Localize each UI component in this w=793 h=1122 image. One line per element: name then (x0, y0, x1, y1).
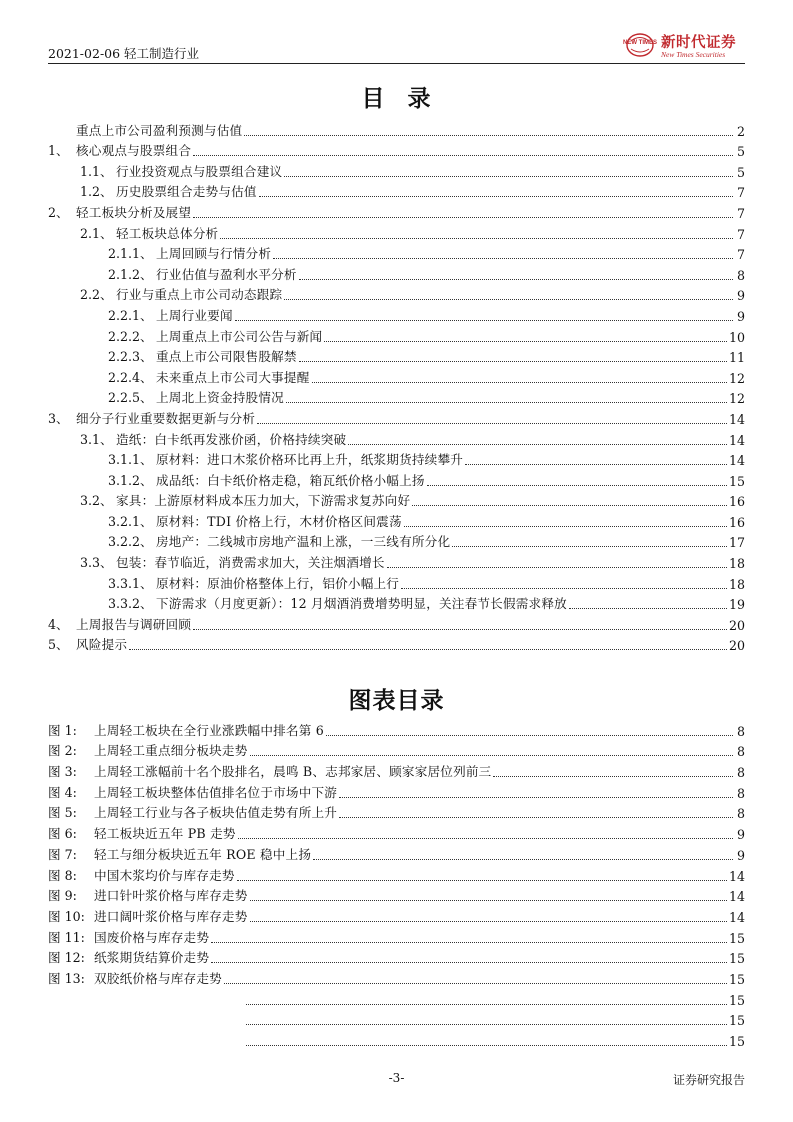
toc-dot-leader (257, 423, 727, 424)
toc-entry-number: 2.1、 (80, 225, 113, 241)
toc-entry[interactable] (48, 571, 745, 592)
toc-entry-number: 2.2.5、 (108, 390, 153, 406)
toc-entry-number: 3.1.1、 (108, 452, 153, 468)
toc-entry[interactable] (48, 592, 745, 613)
toc-entry-page: 20 (728, 617, 745, 633)
toc-entry-page: 14 (728, 411, 745, 427)
figure-dot-leader (224, 983, 727, 984)
toc-dot-leader (299, 361, 727, 362)
figure-dot-leader (326, 735, 733, 736)
toc-entry[interactable] (48, 612, 745, 633)
toc-entry-number: 2.2.1、 (108, 307, 153, 323)
figure-entry-title: 双胶纸价格与库存走势 (94, 970, 222, 986)
toc-entry-title: 原材料：原油价格整体上行，铝价小幅上行 (156, 575, 400, 591)
toc-entry-title: 房地产：二线城市房地产温和上涨，一三线有所分化 (156, 534, 451, 550)
figure-entry[interactable] (48, 1008, 745, 1029)
page-header (48, 30, 745, 64)
toc-entry[interactable] (48, 489, 745, 510)
figure-entry[interactable] (48, 987, 745, 1008)
toc-entry-title: 家具：上游原材料成本压力加大，下游需求复苏向好 (116, 493, 411, 509)
figure-entry[interactable] (48, 904, 745, 925)
figure-entry-page: 14 (728, 868, 745, 884)
toc-dot-leader (387, 567, 727, 568)
toc-entry[interactable] (48, 139, 745, 160)
figure-dot-leader (211, 942, 727, 943)
toc-entry-page: 12 (728, 370, 745, 386)
figure-entry-page: 9 (736, 827, 745, 843)
figure-dot-leader (250, 900, 727, 901)
figure-dot-leader (211, 962, 727, 963)
figure-dot-leader (246, 1045, 727, 1046)
toc-entry[interactable] (48, 200, 745, 221)
toc-entry-number: 1、 (48, 143, 69, 159)
figure-dot-leader (246, 1024, 727, 1025)
toc-entry-number: 3、 (48, 410, 69, 426)
figure-entry[interactable] (48, 946, 745, 967)
toc-dot-leader (286, 402, 727, 403)
toc-entry-number: 3.3、 (80, 555, 113, 571)
toc-entry-page: 20 (728, 638, 745, 654)
figure-entry-title: 上周轻工重点细分板块走势 (94, 743, 248, 759)
toc-entry[interactable] (48, 324, 745, 345)
toc-entry-number: 2.1.2、 (108, 266, 153, 282)
toc-entry-title: 上周重点上市公司公告与新闻 (156, 328, 323, 344)
toc-entry-page: 10 (728, 329, 745, 345)
toc-dot-leader (348, 444, 727, 445)
toc-entry-title: 行业投资观点与股票组合建议 (116, 163, 283, 179)
toc-dot-leader (193, 155, 733, 156)
toc-entry-number: 5、 (48, 637, 69, 653)
figure-dot-leader (238, 838, 733, 839)
figure-entry-number: 图 2: (48, 743, 77, 759)
toc-entry-page: 17 (728, 535, 745, 551)
new-times-badge-icon (625, 32, 655, 58)
toc-entry-page: 7 (736, 205, 745, 221)
toc-dot-leader (244, 135, 733, 136)
toc-dot-leader (404, 526, 727, 527)
toc-entry-number: 4、 (48, 616, 69, 632)
toc-entry[interactable] (48, 345, 745, 366)
figure-entry-number: 图 11: (48, 929, 85, 945)
toc-dot-leader (220, 238, 733, 239)
figure-entry-title: 纸浆期货结算价走势 (94, 950, 210, 966)
toc-entry-page: 7 (736, 247, 745, 263)
toc-entry-page: 18 (728, 556, 745, 572)
toc-dot-leader (452, 546, 727, 547)
toc-entry-title: 包装：春节临近，消费需求加大，关注烟酒增长 (116, 555, 385, 571)
figure-entry-number: 图 12: (48, 950, 85, 966)
toc-title-char: 录 (407, 86, 432, 112)
figure-dot-leader (339, 797, 733, 798)
toc-dot-leader (324, 341, 727, 342)
figure-entry-title: 进口针叶浆价格与库存走势 (94, 888, 248, 904)
toc-entry[interactable] (48, 221, 745, 242)
toc-entry-title: 重点上市公司限售股解禁 (156, 349, 297, 365)
toc-entry-page: 7 (736, 185, 745, 201)
toc-entry-title: 造纸：白卡纸再发涨价函，价格持续突破 (116, 431, 347, 447)
toc-entry[interactable] (48, 262, 745, 283)
figure-dot-leader (313, 859, 733, 860)
figure-entry-number: 图 5: (48, 805, 77, 821)
figure-entry-page: 14 (728, 889, 745, 905)
toc-entry[interactable] (48, 530, 745, 551)
toc-entry-page: 16 (728, 514, 745, 530)
figure-entry[interactable] (48, 801, 745, 822)
toc-entry-number: 2.1.1、 (108, 246, 153, 262)
figure-dot-leader (237, 880, 727, 881)
figure-dot-leader (246, 1004, 727, 1005)
toc-entry-title: 上周回顾与行情分析 (156, 246, 272, 262)
figure-entry-page: 8 (736, 744, 745, 760)
figures-title: 图表目录 (348, 688, 445, 714)
figure-entry-page: 15 (728, 1013, 745, 1029)
toc-entry-title: 上周报告与调研回顾 (76, 616, 192, 632)
toc-entry-number: 3.3.2、 (108, 596, 153, 612)
toc-entry[interactable] (48, 509, 745, 530)
figure-entry-number: 图 3: (48, 764, 77, 780)
figure-entry-title: 进口阔叶浆价格与库存走势 (94, 908, 248, 924)
figure-entry[interactable] (48, 718, 745, 739)
toc-entry[interactable] (48, 303, 745, 324)
figure-entry-page: 15 (728, 992, 745, 1008)
figure-dot-leader (493, 776, 733, 777)
toc-dot-leader (193, 217, 733, 218)
toc-entry-number: 3.1.2、 (108, 472, 153, 488)
toc-entry-title: 轻工板块总体分析 (116, 225, 219, 241)
figure-entry-page: 15 (728, 971, 745, 987)
toc-entry-title: 风险提示 (76, 637, 128, 653)
toc-entry[interactable] (48, 283, 745, 304)
toc-dot-leader (259, 196, 733, 197)
figure-entry-number: 图 10: (48, 908, 85, 924)
figure-entry-page: 15 (728, 930, 745, 946)
toc-dot-leader (465, 464, 727, 465)
toc-entry-title: 重点上市公司盈利预测与估值 (76, 122, 243, 138)
figure-entry-title: 上周轻工涨幅前十名个股排名，晨鸣 B、志邦家居、顾家家居位列前三 (94, 764, 492, 780)
toc-dot-leader (273, 258, 733, 259)
toc-entry-number: 3.1、 (80, 431, 113, 447)
toc-entry-page: 2 (736, 123, 745, 139)
figure-entry-page: 14 (728, 909, 745, 925)
toc-entry-page: 8 (736, 267, 745, 283)
toc-entry-page: 18 (728, 576, 745, 592)
figure-entry-page: 8 (736, 785, 745, 801)
figure-entry-title: 中国木浆均价与库存走势 (94, 867, 235, 883)
toc-entry-title: 行业与重点上市公司动态跟踪 (116, 287, 283, 303)
toc-dot-leader (284, 299, 733, 300)
figure-entry-number: 图 8: (48, 867, 77, 883)
toc-dot-leader (401, 588, 727, 589)
toc-entry[interactable] (48, 550, 745, 571)
toc-entry[interactable] (48, 180, 745, 201)
logo-english-name: New Times Securities (661, 50, 726, 59)
toc-entry-title: 核心观点与股票组合 (76, 143, 192, 159)
toc-dot-leader (412, 505, 727, 506)
toc-entry[interactable] (48, 118, 745, 139)
toc-entry-title: 轻工板块分析及展望 (76, 204, 192, 220)
toc-entry-number: 2.2.3、 (108, 349, 153, 365)
figure-entry-number: 图 9: (48, 888, 77, 904)
table-of-contents (48, 118, 745, 653)
figure-entry-number: 图 13: (48, 970, 85, 986)
header-divider (48, 63, 745, 64)
toc-entry-page: 14 (728, 432, 745, 448)
figure-entry-number: 图 6: (48, 826, 77, 842)
toc-dot-leader (299, 279, 733, 280)
toc-entry-number: 1.1、 (80, 163, 113, 179)
figure-entry-title: 上周轻工板块在全行业涨跌幅中排名第 6 (94, 722, 324, 738)
toc-entry-number: 2.2、 (80, 287, 113, 303)
figure-entry-title: 轻工板块近五年 PB 走势 (94, 826, 236, 842)
figure-entry[interactable] (48, 925, 745, 946)
toc-dot-leader (427, 485, 727, 486)
toc-entry-page: 14 (728, 453, 745, 469)
toc-entry-title: 成品纸：白卡纸价格走稳，箱瓦纸价格小幅上扬 (156, 472, 425, 488)
figure-entry[interactable] (48, 863, 745, 884)
toc-entry-title: 原材料：TDI 价格上行，木材价格区间震荡 (156, 513, 402, 529)
figure-entry-page: 8 (736, 806, 745, 822)
toc-entry-number: 3.2.1、 (108, 513, 153, 529)
toc-entry[interactable] (48, 242, 745, 263)
toc-entry-number: 2.2.4、 (108, 369, 153, 385)
toc-entry[interactable] (48, 159, 745, 180)
toc-entry-number: 3.2.2、 (108, 534, 153, 550)
toc-entry-page: 16 (728, 494, 745, 510)
figure-entry-number: 图 1: (48, 722, 77, 738)
figure-entry[interactable] (48, 821, 745, 842)
figure-entry-page: 9 (736, 847, 745, 863)
toc-title (0, 80, 793, 113)
figures-list (48, 718, 745, 1049)
figure-entry-number: 图 7: (48, 846, 77, 862)
toc-entry-page: 9 (736, 308, 745, 324)
company-logo (625, 30, 745, 60)
toc-entry[interactable] (48, 468, 745, 489)
figure-dot-leader (250, 921, 727, 922)
toc-entry[interactable] (48, 448, 745, 469)
toc-entry[interactable] (48, 386, 745, 407)
figure-entry-number: 图 4: (48, 784, 77, 800)
toc-title-char: 目 (361, 86, 386, 112)
toc-entry-number: 2、 (48, 204, 69, 220)
figure-entry-page: 15 (728, 951, 745, 967)
toc-entry-title: 细分子行业重要数据更新与分析 (76, 410, 256, 426)
page-number: -3- (388, 1071, 405, 1085)
toc-entry-title: 原材料：进口木浆价格环比再上升，纸浆期货持续攀升 (156, 452, 464, 468)
toc-dot-leader (193, 629, 727, 630)
figure-entry-title: 上周轻工板块整体估值排名位于市场中下游 (94, 784, 338, 800)
toc-entry-page: 15 (728, 473, 745, 489)
toc-entry[interactable] (48, 365, 745, 386)
toc-entry-title: 上周北上资金持股情况 (156, 390, 284, 406)
toc-dot-leader (284, 176, 733, 177)
figure-entry-page: 8 (736, 723, 745, 739)
figure-entry-title: 上周轻工行业与各子板块估值走势有所上升 (94, 805, 338, 821)
figure-entry[interactable] (48, 780, 745, 801)
toc-dot-leader (569, 608, 727, 609)
toc-entry-number: 2.2.2、 (108, 328, 153, 344)
toc-entry-page: 11 (728, 350, 745, 366)
figure-entry-title: 国废价格与库存走势 (94, 929, 210, 945)
header-date-industry: 2021-02-06 轻工制造行业 (48, 46, 200, 61)
figure-dot-leader (339, 817, 733, 818)
toc-entry[interactable] (48, 633, 745, 654)
toc-entry-page: 9 (736, 288, 745, 304)
toc-dot-leader (312, 382, 727, 383)
toc-entry-title: 历史股票组合走势与估值 (116, 184, 257, 200)
figure-entry-page: 8 (736, 765, 745, 781)
toc-entry-number: 1.2、 (80, 184, 113, 200)
figure-entry-title: 轻工与细分板块近五年 ROE 稳中上扬 (94, 846, 312, 862)
figure-entry[interactable] (48, 842, 745, 863)
toc-entry-page: 5 (736, 144, 745, 160)
figure-dot-leader (250, 755, 733, 756)
toc-entry-title: 下游需求（月度更新）：12 月烟酒消费增势明显，关注春节长假需求释放 (156, 596, 567, 612)
report-type: 证券研究报告 (672, 1073, 745, 1087)
toc-entry-page: 7 (736, 226, 745, 242)
figure-entry[interactable] (48, 884, 745, 905)
toc-entry-title: 上周行业要闻 (156, 307, 233, 323)
logo-chinese-name: 新时代证券 (661, 35, 736, 51)
toc-entry-page: 5 (736, 164, 745, 180)
toc-entry-page: 19 (728, 597, 745, 613)
toc-entry[interactable] (48, 406, 745, 427)
figure-entry[interactable] (48, 759, 745, 780)
toc-dot-leader (129, 649, 727, 650)
toc-entry-number: 3.2、 (80, 493, 113, 509)
toc-entry-number: 3.3.1、 (108, 575, 153, 591)
toc-entry-page: 12 (728, 391, 745, 407)
figure-entry[interactable] (48, 739, 745, 760)
toc-dot-leader (235, 320, 733, 321)
logo-badge-text: NEW TIMES (623, 40, 657, 46)
toc-entry-title: 行业估值与盈利水平分析 (156, 266, 297, 282)
figure-entry-page: 15 (728, 1034, 745, 1049)
toc-entry[interactable] (48, 427, 745, 448)
figure-entry[interactable] (48, 966, 745, 987)
figure-entry[interactable] (48, 1028, 745, 1049)
toc-entry-title: 未来重点上市公司大事提醒 (156, 369, 310, 385)
